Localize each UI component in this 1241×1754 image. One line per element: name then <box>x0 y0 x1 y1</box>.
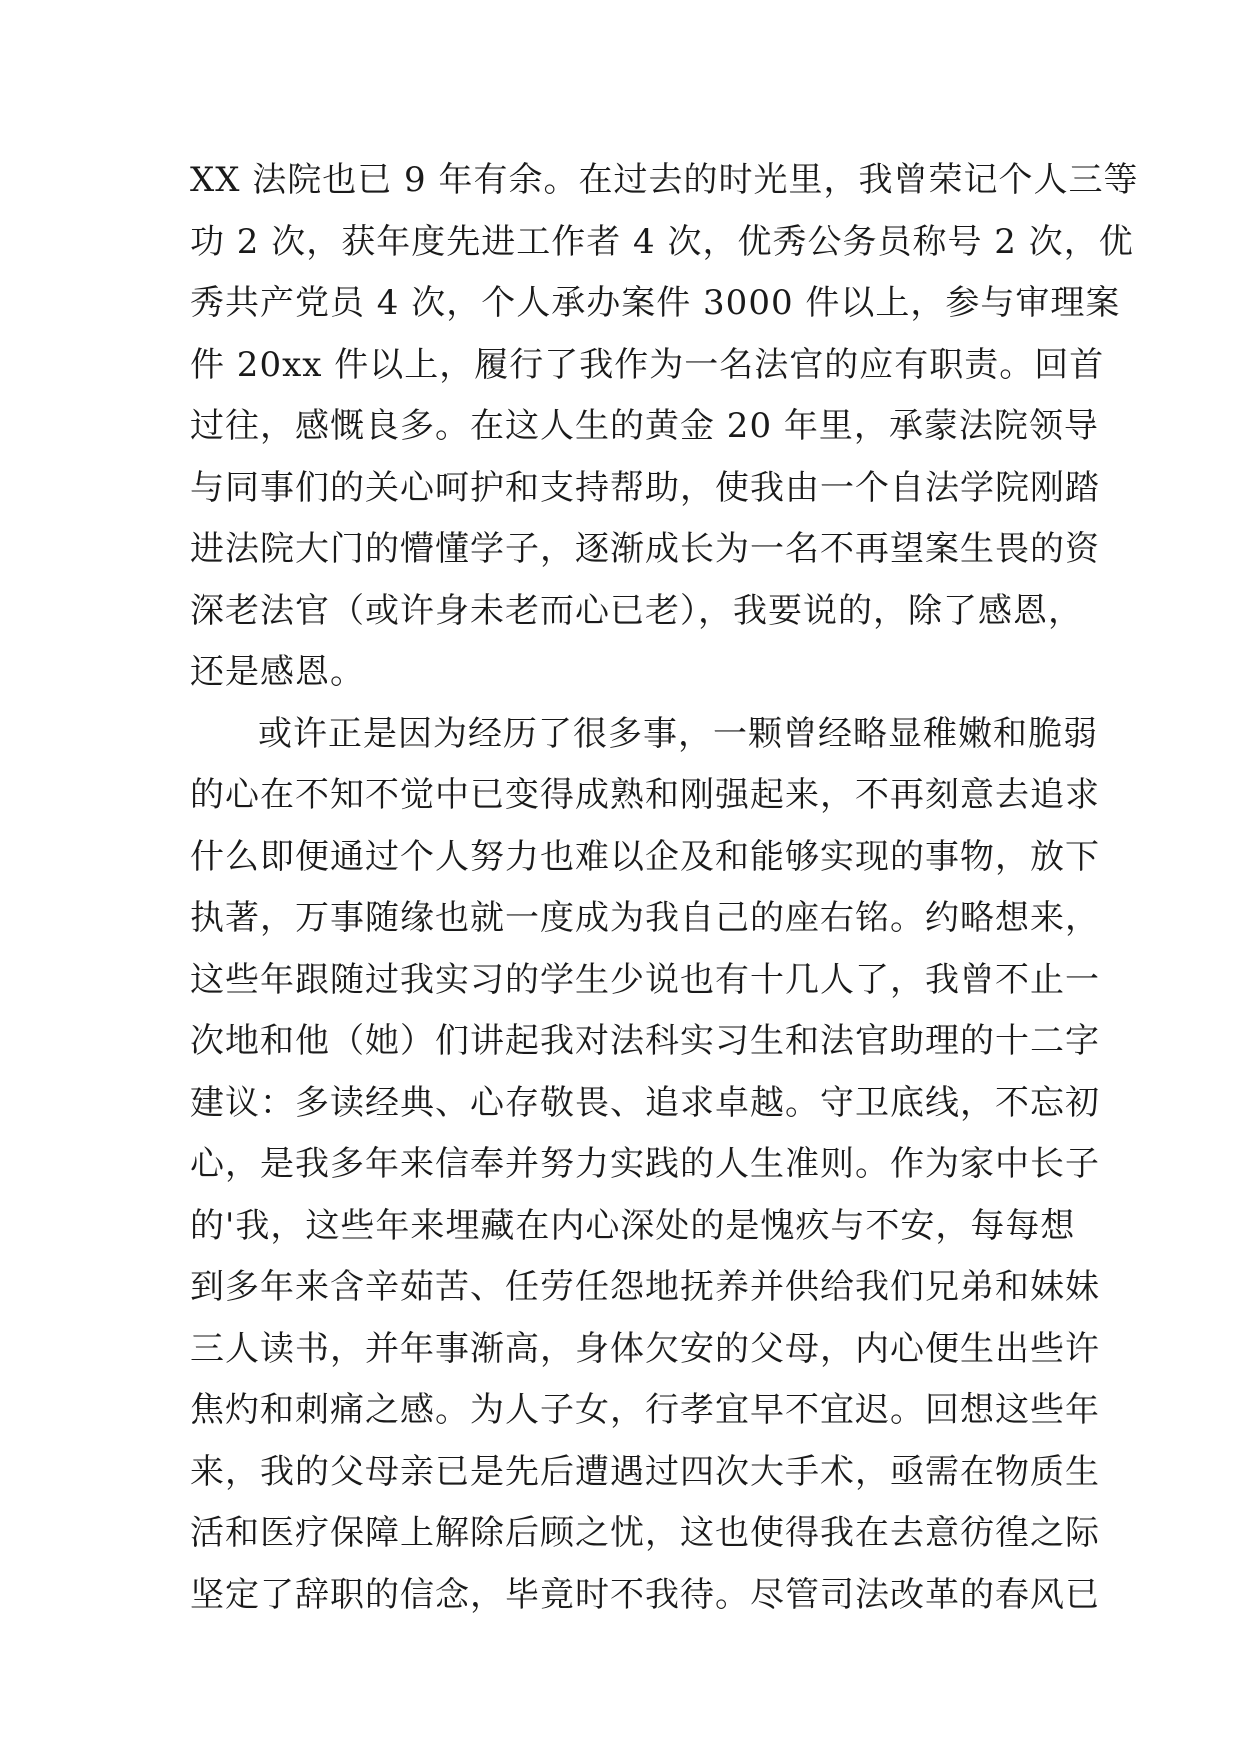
text-line: 三人读书，并年事渐高，身体欠安的父母，内心便生出些许 <box>190 1328 1100 1369</box>
paragraph-2 <box>190 704 1100 1627</box>
paragraph-1 <box>190 150 1139 704</box>
text-line: 来，我的父母亲已是先后遭遇过四次大手术，亟需在物质生 <box>190 1451 1100 1492</box>
text-line: 什么即便通过个人努力也难以企及和能够实现的事物，放下 <box>190 836 1100 877</box>
text-line: 进法院大门的懵懂学子，逐渐成长为一名不再望案生畏的资 <box>190 529 1100 569</box>
body-text <box>190 150 1139 1626</box>
text-line: 的心在不知不觉中已变得成熟和刚强起来，不再刻意去追求 <box>190 775 1100 815</box>
text-line: 坚定了辞职的信念，毕竟时不我待。尽管司法改革的春风已 <box>190 1574 1100 1615</box>
text-line: 深老法官（或许身未老而心已老），我要说的，除了感恩， <box>190 590 1083 631</box>
text-line: 执著，万事随缘也就一度成为我自己的座右铭。约略想来， <box>190 898 1100 938</box>
text-line: 次地和他（她）们讲起我对法科实习生和法官助理的十二字 <box>190 1021 1100 1061</box>
text-line: 功 2 次，获年度先进工作者 4 次，优秀公务员称号 2 次，优 <box>190 221 1134 262</box>
text-line: 这些年跟随过我实习的学生少说也有十几人了，我曾不止一 <box>190 959 1100 1000</box>
text-line: 秀共产党员 4 次，个人承办案件 3000 件以上，参与审理案 <box>190 283 1121 323</box>
text-line: 件 20xx 件以上，履行了我作为一名法官的应有职责。回首 <box>190 344 1105 385</box>
text-line: 的'我，这些年来埋藏在内心深处的是愧疚与不安，每每想 <box>190 1205 1076 1246</box>
text-line: 焦灼和刺痛之感。为人子女，行孝宜早不宜迟。回想这些年 <box>190 1390 1100 1430</box>
text-line: XX 法院也已 9 年有余。在过去的时光里，我曾荣记个人三等 <box>190 160 1139 200</box>
text-line: 活和医疗保障上解除后顾之忧，这也使得我在去意彷徨之际 <box>190 1513 1100 1553</box>
text-line: 过往，感慨良多。在这人生的黄金 20 年里，承蒙法院领导 <box>190 406 1099 446</box>
text-line: 心，是我多年来信奉并努力实践的人生准则。作为家中长子 <box>190 1144 1100 1184</box>
text-line: 与同事们的关心呵护和支持帮助，使我由一个自法学院刚踏 <box>190 467 1100 508</box>
text-line: 到多年来含辛茹苦、任劳任怨地抚养并供给我们兄弟和妹妹 <box>190 1267 1100 1307</box>
text-line: 建议：多读经典、心存敬畏、追求卓越。守卫底线，不忘初 <box>190 1082 1100 1123</box>
text-line-first: 或许正是因为经历了很多事，一颗曾经略显稚嫩和脆弱 <box>258 713 1098 754</box>
text-line: 还是感恩。 <box>190 652 365 692</box>
